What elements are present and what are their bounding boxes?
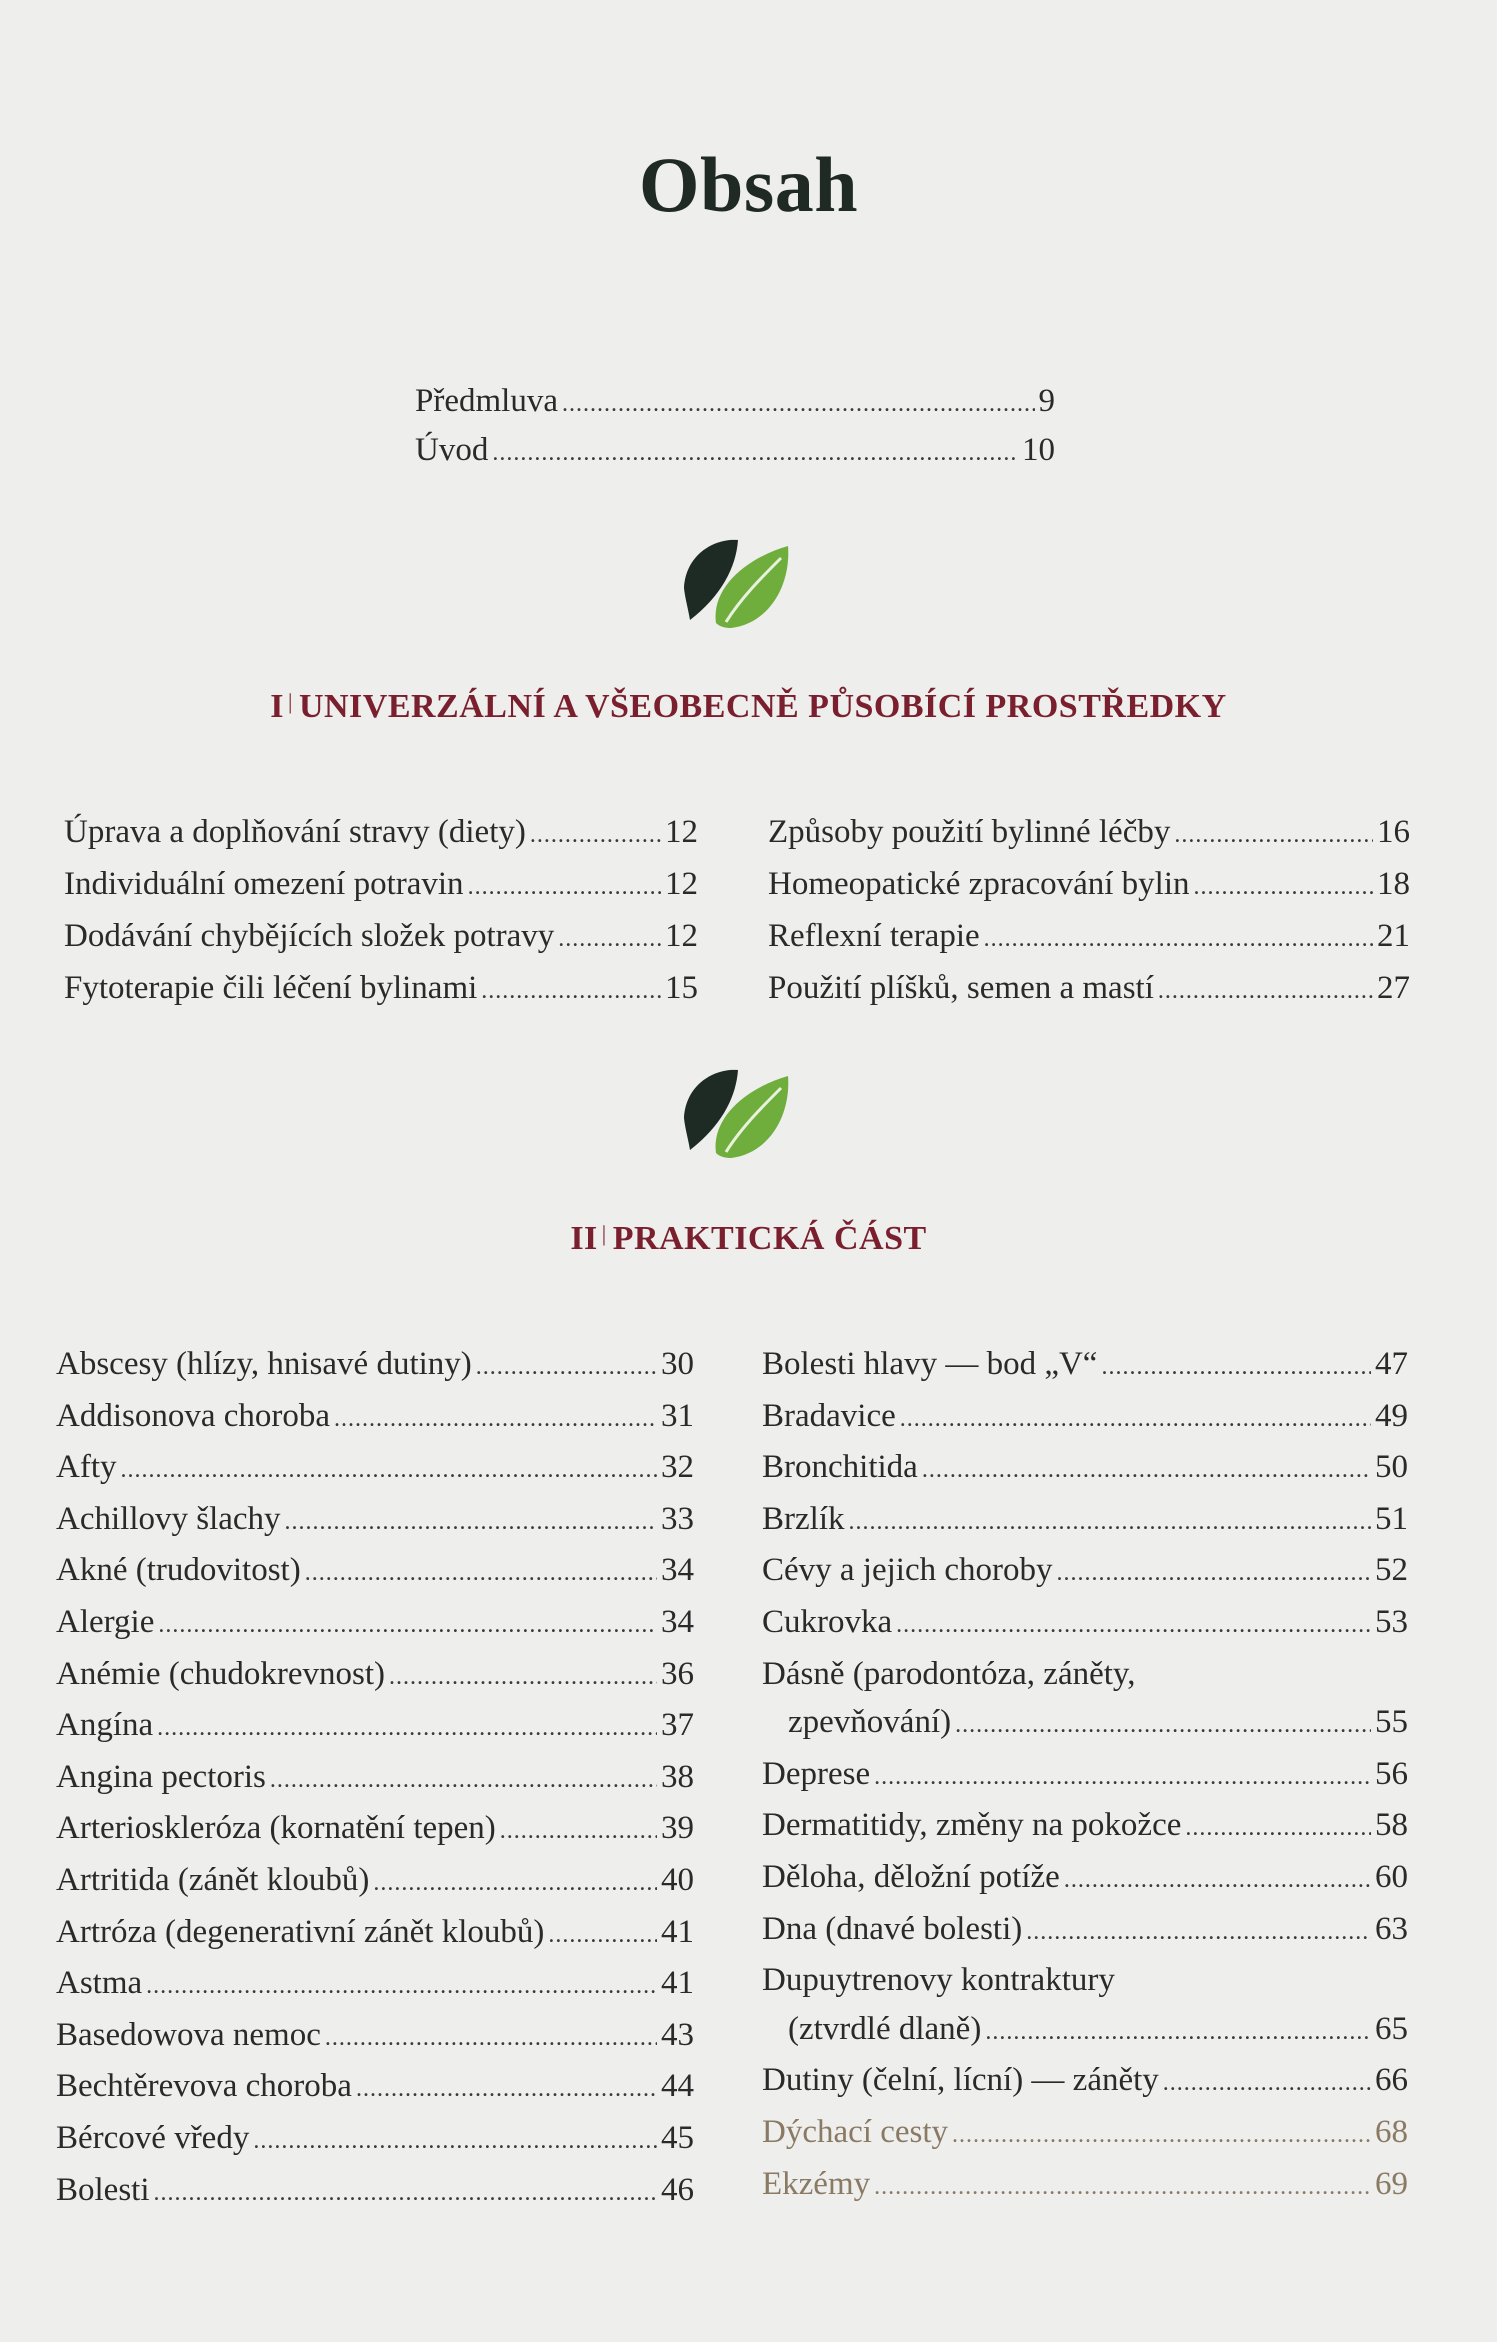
toc-entry-page: 58 [1375, 1807, 1408, 1844]
toc-entry-page: 69 [1375, 2165, 1408, 2202]
toc-entry-page: 33 [661, 1500, 694, 1537]
toc-entry-page: 65 [1375, 2010, 1408, 2047]
toc-entry-page: 10 [1022, 432, 1055, 468]
leader-dots [1163, 2059, 1371, 2108]
leader-dots [154, 2169, 657, 2218]
toc-entry-label: Abscesy (hlízy, hnisavé dutiny) [56, 1346, 472, 1382]
leader-dots [1064, 1856, 1371, 1905]
toc-entry-label: Bradavice [762, 1397, 896, 1434]
toc-entry [768, 808, 1410, 860]
leader-dots [1174, 811, 1373, 860]
leader-dots [389, 1653, 657, 1702]
leader-dots [305, 1549, 657, 1598]
toc-entry-label: Děloha, děložní potíže [762, 1858, 1060, 1895]
toc-entry-page: 16 [1377, 814, 1410, 850]
toc-entry [768, 964, 1410, 1016]
leader-dots [558, 915, 661, 964]
toc-entry-page: 21 [1377, 918, 1410, 954]
toc-entry-label: Úvod [415, 432, 489, 468]
toc-entry-label: Bolesti hlavy — bod „V“ [762, 1346, 1098, 1382]
leader-dots [900, 1395, 1371, 1444]
toc-entry-label: Afty [56, 1449, 117, 1486]
toc-entry-page: 27 [1377, 970, 1410, 1006]
toc-entry [56, 2114, 694, 2166]
toc-entry [762, 1546, 1408, 1598]
toc-entry-label: Cukrovka [762, 1603, 893, 1640]
toc-entry-label: Akné (trudovitost) [56, 1552, 301, 1589]
toc-entry [768, 912, 1410, 964]
page-title: Obsah [638, 141, 859, 228]
toc-entry-page: 51 [1375, 1500, 1408, 1537]
leaf-icon [676, 1058, 796, 1168]
toc-entry-label: Dupuytrenovy kontraktury [762, 1962, 1115, 1999]
toc-entry-label: Brzlík [762, 1500, 845, 1537]
toc-entry [56, 2011, 694, 2063]
toc-entry-page: 41 [661, 1913, 694, 1950]
leader-dots [481, 967, 661, 1016]
leader-dots [1057, 1549, 1372, 1598]
toc-entry-page: 40 [661, 1861, 694, 1898]
leader-dots [146, 1962, 657, 2011]
toc-entry-label: Použití plíšků, semen a mastí [768, 970, 1154, 1006]
toc-entry [762, 1750, 1408, 1802]
leader-dots [325, 2014, 657, 2063]
toc-entry-page: 43 [661, 2016, 694, 2053]
leader-dots [270, 1756, 657, 1805]
intro-list [415, 378, 1055, 476]
leader-dots [848, 1498, 1371, 1547]
toc-entry-page: 66 [1375, 2062, 1408, 2099]
leader-dots [1158, 967, 1373, 1016]
toc-entry-page: 12 [665, 866, 698, 902]
leader-dots [874, 1753, 1371, 1802]
toc-entry-label: Úprava a doplňování stravy (diety) [64, 814, 526, 850]
toc-entry-label: (ztvrdlé dlaně) [788, 2010, 982, 2047]
toc-entry-label: Dna (dnavé bolesti) [762, 1910, 1023, 1947]
leader-dots [476, 1343, 657, 1392]
toc-entry-label: Bechtěrevova choroba [56, 2068, 352, 2105]
leader-dots [530, 811, 661, 860]
toc-entry-label: Deprese [762, 1755, 871, 1792]
toc-entry-page: 34 [661, 1603, 694, 1640]
toc-entry-label: Arterioskleróza (kornatění tepen) [56, 1810, 496, 1847]
leader-dots [985, 2008, 1371, 2057]
toc-entry [64, 964, 698, 1016]
toc-entry [768, 860, 1410, 912]
toc-entry [56, 1959, 694, 2011]
toc-entry-label: zpevňování) [788, 1704, 952, 1741]
toc-entry-page: 55 [1375, 1704, 1408, 1741]
toc-entry [56, 1598, 694, 1650]
section-divider: | [601, 1221, 607, 1246]
toc-entry-page: 36 [661, 1655, 694, 1692]
toc-entry-label: Dermatitidy, změny na pokožce [762, 1807, 1182, 1844]
toc-entry-page: 38 [661, 1758, 694, 1795]
leader-dots [1194, 863, 1373, 912]
toc-entry-label: Artróza (degenerativní zánět kloubů) [56, 1913, 545, 1950]
leader-dots [356, 2065, 657, 2114]
toc-entry-continuation [762, 1698, 1408, 1750]
toc-entry-page: 12 [665, 814, 698, 850]
toc-entry [762, 1956, 1408, 2005]
toc-entry-page: 15 [665, 970, 698, 1006]
toc-entry-label: Individuální omezení potravin [64, 866, 464, 902]
toc-entry-page: 18 [1377, 866, 1410, 902]
toc-entry-label: Angína [56, 1707, 154, 1744]
toc-entry-label: Fytoterapie čili léčení bylinami [64, 970, 478, 1006]
toc-entry [762, 2160, 1408, 2212]
toc-entry-label: Předmluva [415, 383, 558, 419]
leader-dots [922, 1446, 1371, 1495]
toc-entry-label: Dutiny (čelní, lícní) — záněty [762, 2062, 1159, 2099]
toc-entry-label: Dodávání chybějících složek potravy [64, 918, 555, 954]
toc-entry-page: 53 [1375, 1603, 1408, 1640]
toc-entry-page: 49 [1375, 1397, 1408, 1434]
toc-entry-page: 68 [1375, 2113, 1408, 2150]
toc-entry [56, 2166, 694, 2218]
section-2-number: II [570, 1220, 598, 1257]
leaf-icon [676, 528, 796, 638]
leader-dots [1026, 1908, 1371, 1957]
toc-entry [56, 1443, 694, 1495]
section-2-heading [0, 1220, 1497, 1258]
toc-entry-page: 63 [1375, 1910, 1408, 1947]
toc-entry-page: 30 [661, 1346, 694, 1382]
toc-entry-label: Anémie (chudokrevnost) [56, 1655, 385, 1692]
leader-dots [121, 1446, 658, 1495]
toc-entry [64, 860, 698, 912]
toc-entry-page: 31 [661, 1397, 694, 1434]
toc-entry [56, 1650, 694, 1702]
toc-entry-label: Dásně (parodontóza, záněty, [762, 1655, 1136, 1692]
leader-dots [468, 863, 661, 912]
toc-entry-label: Bércové vředy [56, 2119, 250, 2156]
toc-entry [762, 1853, 1408, 1905]
toc-entry [762, 1495, 1408, 1547]
toc-entry-label: Artritida (zánět kloubů) [56, 1861, 370, 1898]
toc-entry-label: Reflexní terapie [768, 918, 980, 954]
toc-entry-label: Angina pectoris [56, 1758, 266, 1795]
section-1-title: UNIVERZÁLNÍ A VŠEOBECNĚ PŮSOBÍCÍ PROSTŘEDKY [298, 688, 1227, 725]
toc-entry-label: Ekzémy [762, 2165, 871, 2202]
leader-dots [562, 381, 1035, 427]
toc-entry [762, 2056, 1408, 2108]
toc-entry-page: 45 [661, 2119, 694, 2156]
toc-entry [56, 1856, 694, 1908]
leader-dots [157, 1704, 657, 1753]
leader-dots [1101, 1343, 1371, 1392]
toc-entry [762, 1443, 1408, 1495]
leader-dots [874, 2163, 1371, 2212]
toc-entry [56, 2062, 694, 2114]
section-1-number: I [270, 688, 285, 725]
leader-dots [984, 915, 1373, 964]
toc-entry [56, 1804, 694, 1856]
toc-entry-page: 56 [1375, 1755, 1408, 1792]
toc-entry-label: Bolesti [56, 2171, 150, 2208]
leader-dots [492, 430, 1018, 476]
toc-entry-page: 9 [1038, 383, 1055, 419]
toc-entry [64, 912, 698, 964]
toc-entry [56, 1392, 694, 1444]
toc-entry-page: 52 [1375, 1552, 1408, 1589]
toc-entry-label: Způsoby použití bylinné léčby [768, 814, 1171, 850]
toc-entry-label: Dýchací cesty [762, 2113, 948, 2150]
toc-entry-page: 41 [661, 1965, 694, 2002]
section-1-heading [0, 688, 1497, 726]
toc-entry-continuation [762, 2005, 1408, 2057]
leader-dots [1185, 1804, 1371, 1853]
toc-entry-page: 44 [661, 2068, 694, 2105]
toc-entry [56, 1701, 694, 1753]
toc-entry [762, 1801, 1408, 1853]
toc-entry [56, 1340, 694, 1392]
leader-dots [373, 1859, 657, 1908]
toc-entry-label: Addisonova choroba [56, 1397, 331, 1434]
toc-entry [56, 1546, 694, 1598]
toc-entry-page: 50 [1375, 1449, 1408, 1486]
section-2-left-column [56, 1340, 694, 2217]
toc-entry-page: 60 [1375, 1858, 1408, 1895]
toc-entry [762, 1650, 1408, 1699]
toc-entry [56, 1753, 694, 1805]
toc-entry-label: Cévy a jejich choroby [762, 1552, 1053, 1589]
toc-entry-label: Homeopatické zpracování bylin [768, 866, 1190, 902]
toc-entry [56, 1495, 694, 1547]
section-2-title: PRAKTICKÁ ČÁST [612, 1220, 927, 1257]
section-1-right-column [768, 808, 1410, 1016]
toc-entry-page: 39 [661, 1810, 694, 1847]
toc-entry-label: Achillovy šlachy [56, 1500, 281, 1537]
toc-entry-label: Alergie [56, 1603, 155, 1640]
section-1-left-column [64, 808, 698, 1016]
leader-dots [952, 2111, 1371, 2160]
toc-entry-page: 12 [665, 918, 698, 954]
toc-entry-page: 34 [661, 1552, 694, 1589]
toc-entry [64, 808, 698, 860]
toc-entry [762, 1392, 1408, 1444]
toc-entry-label: Astma [56, 1965, 143, 2002]
toc-entry [762, 2108, 1408, 2160]
leader-dots [955, 1701, 1371, 1750]
toc-entry-page: 46 [661, 2171, 694, 2208]
toc-entry-page: 32 [661, 1449, 694, 1486]
leader-dots [253, 2117, 657, 2166]
toc-entry [762, 1598, 1408, 1650]
toc-entry-label: Bronchitida [762, 1449, 918, 1486]
leader-dots [548, 1911, 657, 1960]
leader-dots [334, 1395, 657, 1444]
leader-dots [158, 1601, 657, 1650]
toc-entry [56, 1908, 694, 1960]
leader-dots [896, 1601, 1371, 1650]
toc-entry [415, 427, 1055, 476]
leader-dots [285, 1498, 657, 1547]
section-2-right-column [762, 1340, 1408, 2211]
toc-entry [762, 1905, 1408, 1957]
toc-entry [762, 1340, 1408, 1392]
toc-entry-page: 37 [661, 1707, 694, 1744]
section-divider: | [288, 689, 293, 714]
toc-entry-page: 47 [1375, 1346, 1408, 1382]
toc-entry-label: Basedowova nemoc [56, 2016, 321, 2053]
toc-entry [415, 378, 1055, 427]
leader-dots [500, 1807, 657, 1856]
